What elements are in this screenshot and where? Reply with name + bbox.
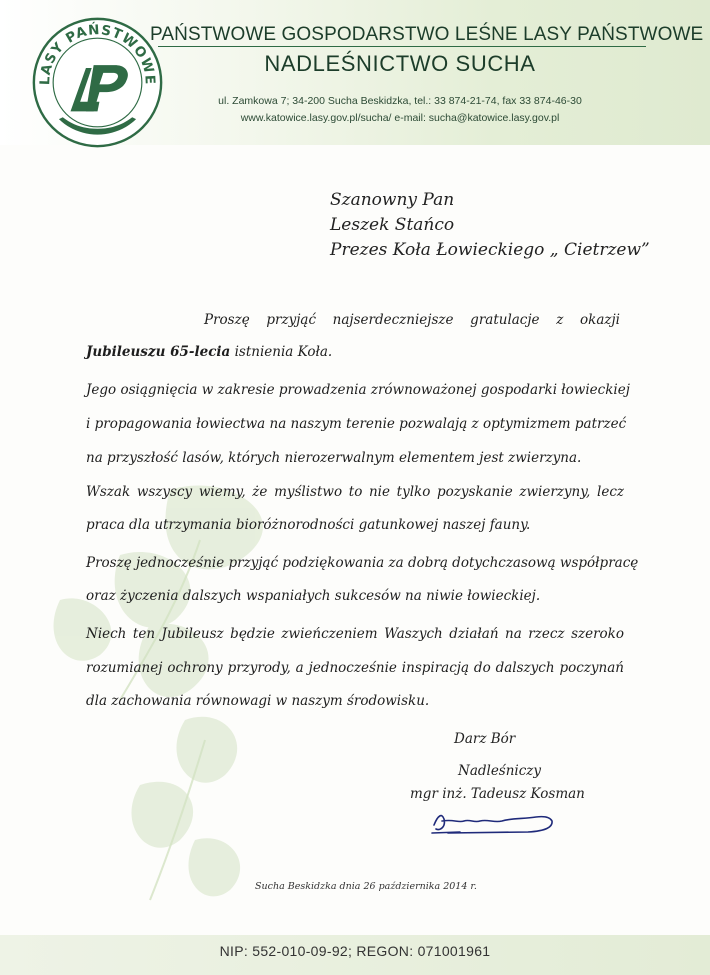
web-email-line: www.katowice.lasy.gov.pl/sucha/ e-mail: sucha@katowice.lasy.gov.pl [240,112,560,124]
body-line-11: rozumianej ochrony przyrody, a jednocześnie inspiracją do dalszych poczynań [86,660,624,676]
organization-name: PAŃSTWOWE GOSPODARSTWO LEŚNE LASY PAŃSTWOWE [150,24,704,45]
recipient-name: Leszek Stańco [330,215,455,235]
svg-text:LASY PAŃSTWOWE: LASY PAŃSTWOWE [37,22,158,86]
footer-ids: NIP: 552-010-09-92; REGON: 071001961 [219,943,491,959]
body-line-1: Proszę przyjąć najserdeczniejsze gratulacje z okazji [204,312,620,328]
body-line-5: na przyszłość lasów, których nierozerwalnym elementem jest zwierzyna. [86,450,582,466]
handwritten-signature [428,805,558,837]
body-line-8: Proszę jednocześnie przyjąć podziękowania za dobrą dotychczasową współpracę [86,555,639,571]
body-line-3: Jego osiągnięcia w zakresie prowadzenia zrównoważonej gospodarki łowieckiej [86,382,630,398]
address-line: ul. Zamkowa 7; 34-200 Sucha Beskidzka, tel.: 33 874-21-74, fax 33 874-46-30 [218,95,582,107]
body-line-10: Niech ten Jubileusz będzie zwieńczeniem Waszych działań na rzecz szeroko [86,626,624,642]
unit-name: NADLEŚNICTWO SUCHA [264,51,536,76]
recipient-title: Prezes Koła Łowieckiego „ Cietrzew” [330,240,650,260]
date-line: Sucha Beskidzka dnia 26 października 2014 r. [255,881,477,892]
header-divider [158,46,646,47]
body-line-2-rest: istnienia Koła. [230,344,333,360]
jubilee-emphasis: Jubileuszu 65-lecia [86,344,231,360]
body-line-12: dla zachowania równowagi w naszym środowisku. [86,693,430,709]
body-line-2 [86,344,332,360]
body-line-4: i propagowania łowiectwa na naszym terenie pozwalają z optymizmem patrzeć [86,416,627,432]
closing-greeting: Darz Bór [454,731,516,747]
signer-position: Nadleśniczy [458,763,542,779]
signer-name: mgr inż. Tadeusz Kosman [410,786,585,802]
recipient-salutation: Szanowny Pan [330,190,455,210]
body-line-9: oraz życzenia dalszych wspaniałych sukcesów na niwie łowieckiej. [86,588,541,604]
lasy-panstwowe-logo [30,15,165,150]
body-line-7: praca dla utrzymania bioróżnorodności gatunkowej naszej fauny. [86,517,531,533]
body-line-6: Wszak wszyscy wiemy, że myślistwo to nie tylko pozyskanie zwierzyny, lecz [86,484,624,500]
